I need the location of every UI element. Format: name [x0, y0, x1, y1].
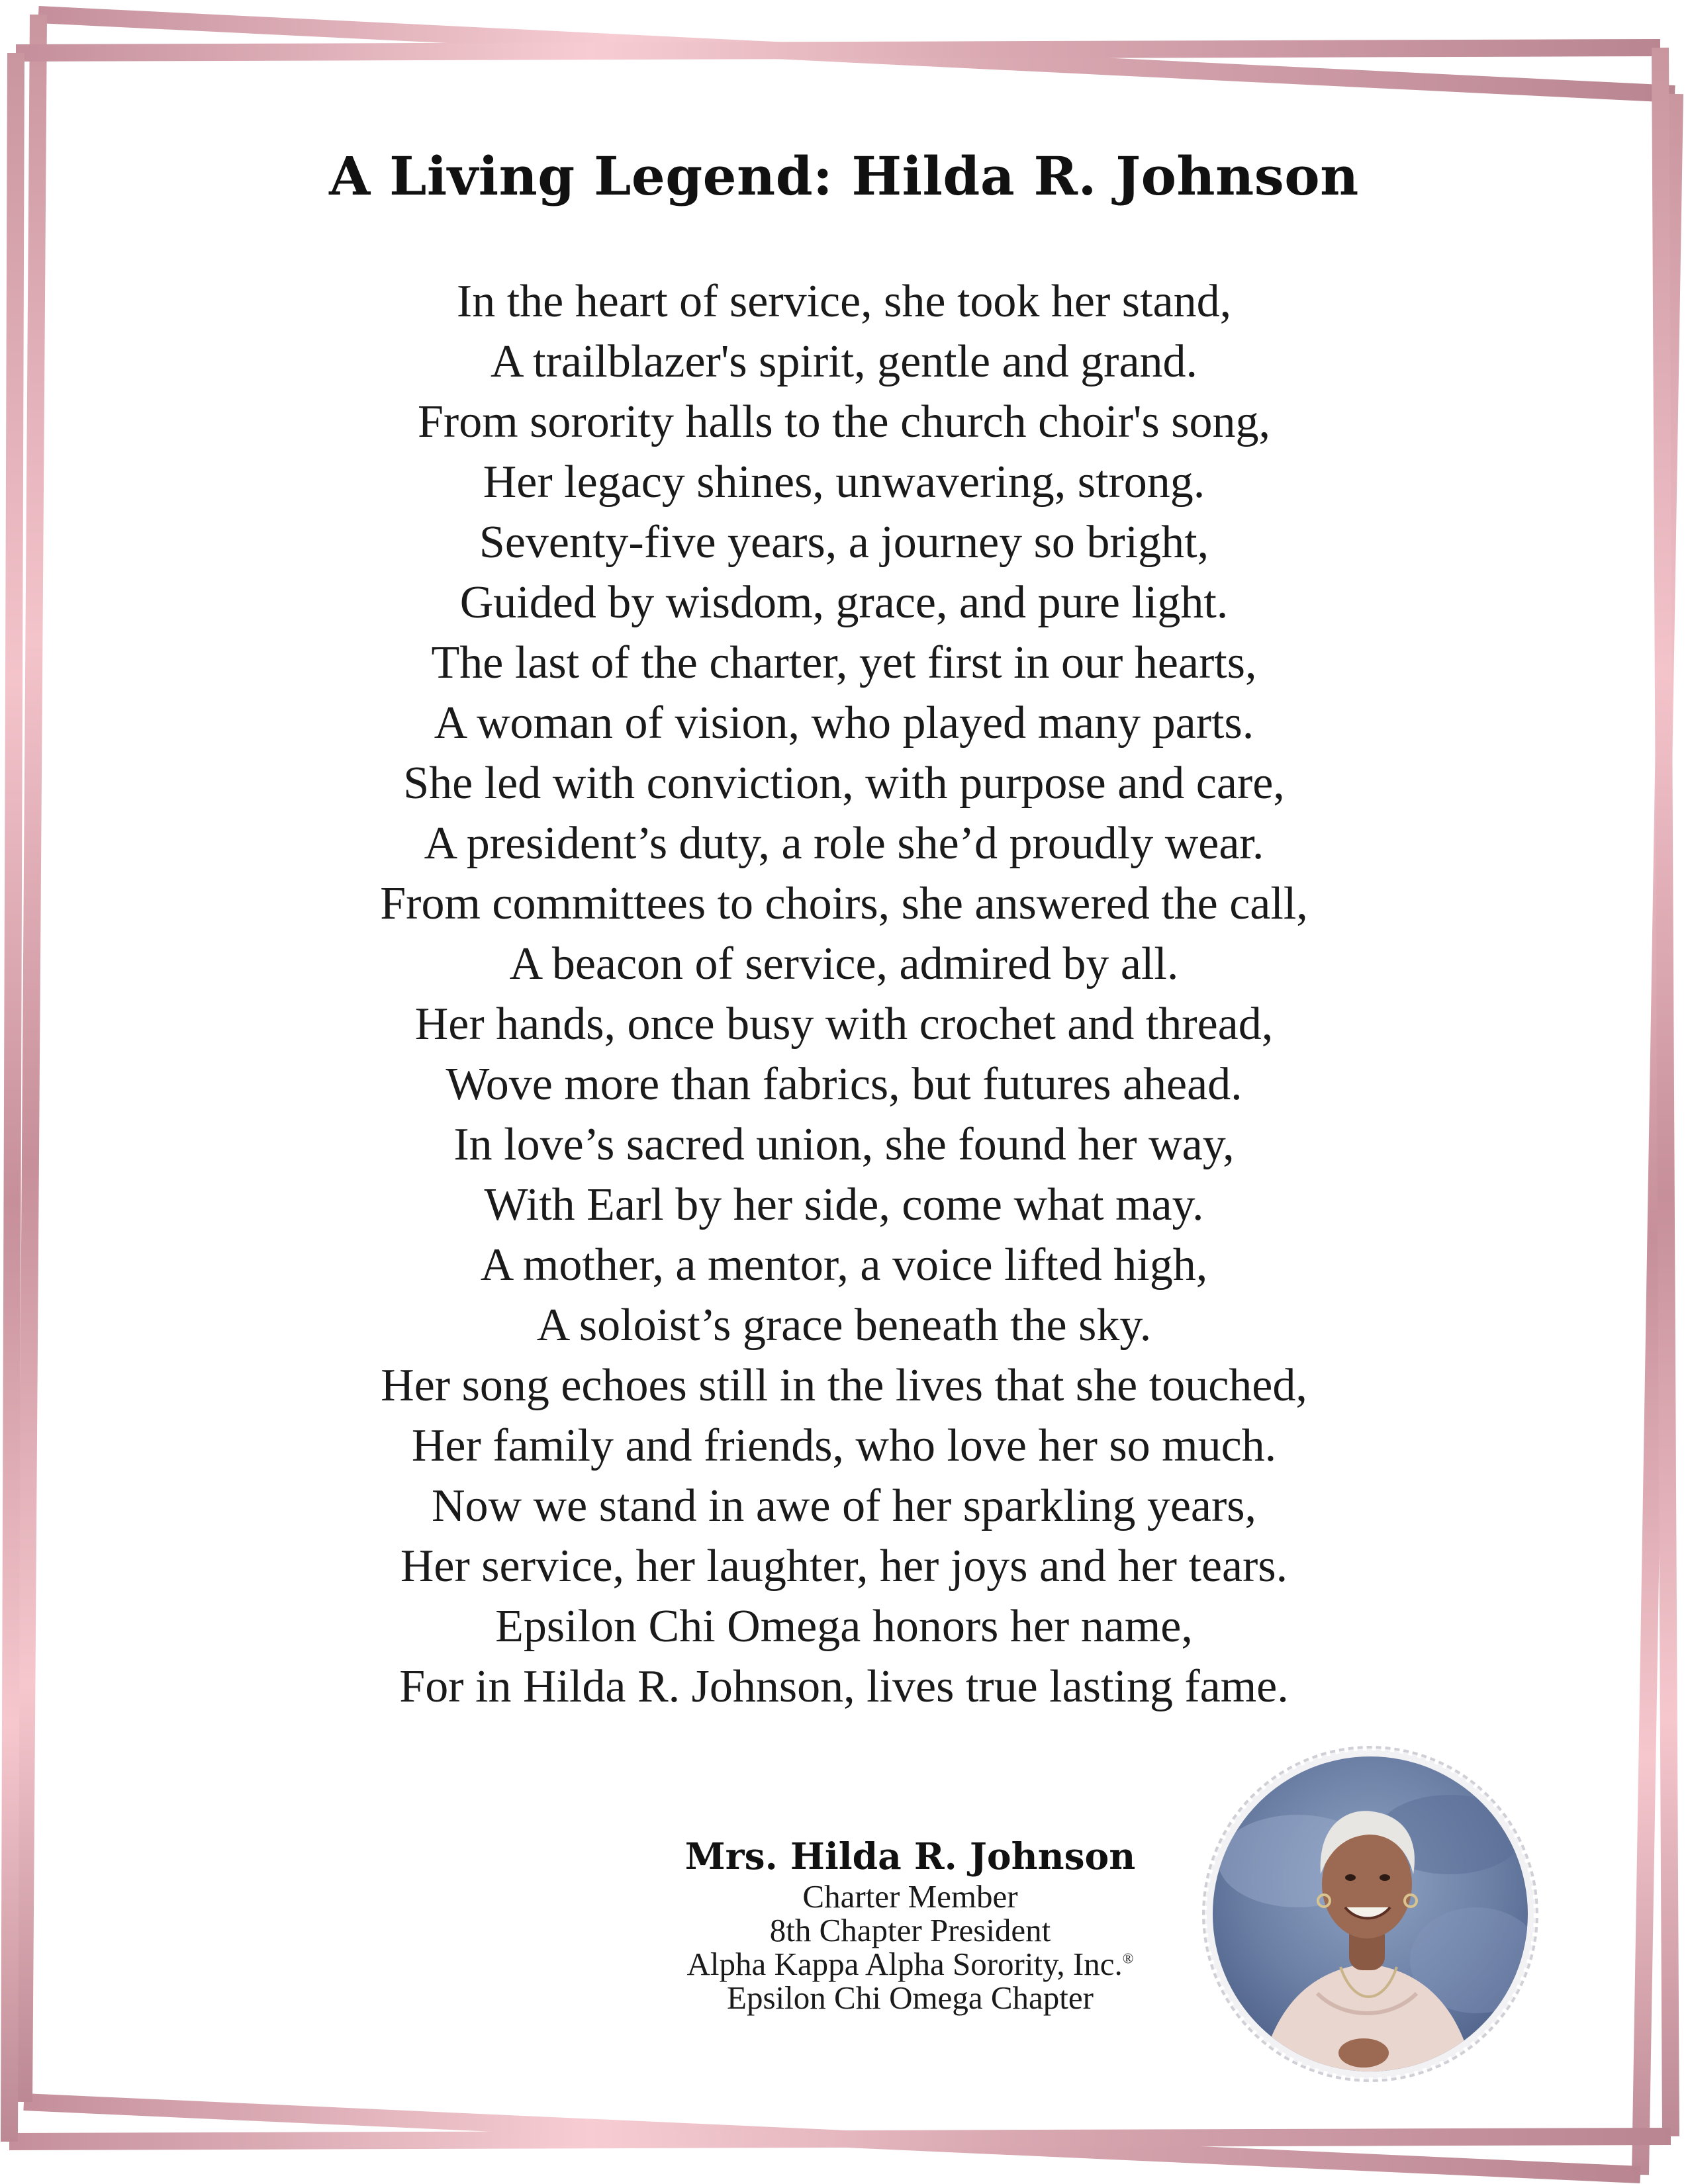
portrait-photo [1198, 1742, 1542, 2086]
poem-line: A beacon of service, admired by all. [509, 938, 1179, 989]
poem-line: Her service, her laughter, her joys and her tears. [400, 1541, 1288, 1592]
registered-mark: ® [1122, 1950, 1134, 1967]
poem-line: Now we stand in awe of her sparkling years, [431, 1480, 1257, 1531]
poem-line: The last of the charter, yet first in our hearts, [431, 637, 1257, 688]
poem-line: Her song echoes still in the lives that she touched, [381, 1360, 1307, 1411]
poem-line: Her legacy shines, unwavering, strong. [483, 457, 1205, 508]
signature-block [596, 1833, 1225, 2015]
poem-line: From committees to choirs, she answered the call, [380, 878, 1308, 929]
poem-line: In love’s sacred union, she found her way, [453, 1119, 1235, 1170]
page-title: A Living Legend: Hilda R. Johnson [329, 145, 1359, 207]
honoree-office: 8th Chapter President [769, 1912, 1051, 1948]
organization-name [596, 1947, 1225, 1981]
honoree-role: Charter Member [802, 1878, 1018, 1915]
poem-line: Her hands, once busy with crochet and thread, [414, 999, 1274, 1050]
poem-line: She led with conviction, with purpose and care, [403, 758, 1285, 809]
poem-line: Seventy-five years, a journey so bright, [479, 517, 1209, 568]
poem-line: A president’s duty, a role she’d proudly wear. [424, 818, 1264, 869]
poem-line: For in Hilda R. Johnson, lives true lasting fame. [399, 1661, 1289, 1712]
portrait-photo-icon [1198, 1742, 1542, 2086]
poem-line: With Earl by her side, come what may. [484, 1179, 1204, 1230]
poem [199, 271, 1489, 1717]
poem-line: Epsilon Chi Omega honors her name, [495, 1601, 1193, 1652]
poem-line: Her family and friends, who love her so much. [411, 1420, 1277, 1471]
poem-line: From sorority halls to the church choir's song, [418, 396, 1270, 447]
poem-line: A mother, a mentor, a voice lifted high, [480, 1240, 1208, 1291]
poem-line: A woman of vision, who played many parts. [434, 698, 1254, 749]
poem-line: In the heart of service, she took her stand, [456, 276, 1232, 327]
poem-line: A soloist’s grace beneath the sky. [536, 1300, 1152, 1351]
poem-line: A trailblazer's spirit, gentle and grand. [490, 336, 1198, 387]
organization-name-text: Alpha Kappa Alpha Sorority, Inc. [686, 1946, 1123, 1982]
poem-line: Guided by wisdom, grace, and pure light. [459, 577, 1229, 628]
poem-line: Wove more than fabrics, but futures ahead. [445, 1059, 1243, 1110]
honoree-name: Mrs. Hilda R. Johnson [684, 1835, 1136, 1878]
chapter-name: Epsilon Chi Omega Chapter [727, 1979, 1094, 2016]
